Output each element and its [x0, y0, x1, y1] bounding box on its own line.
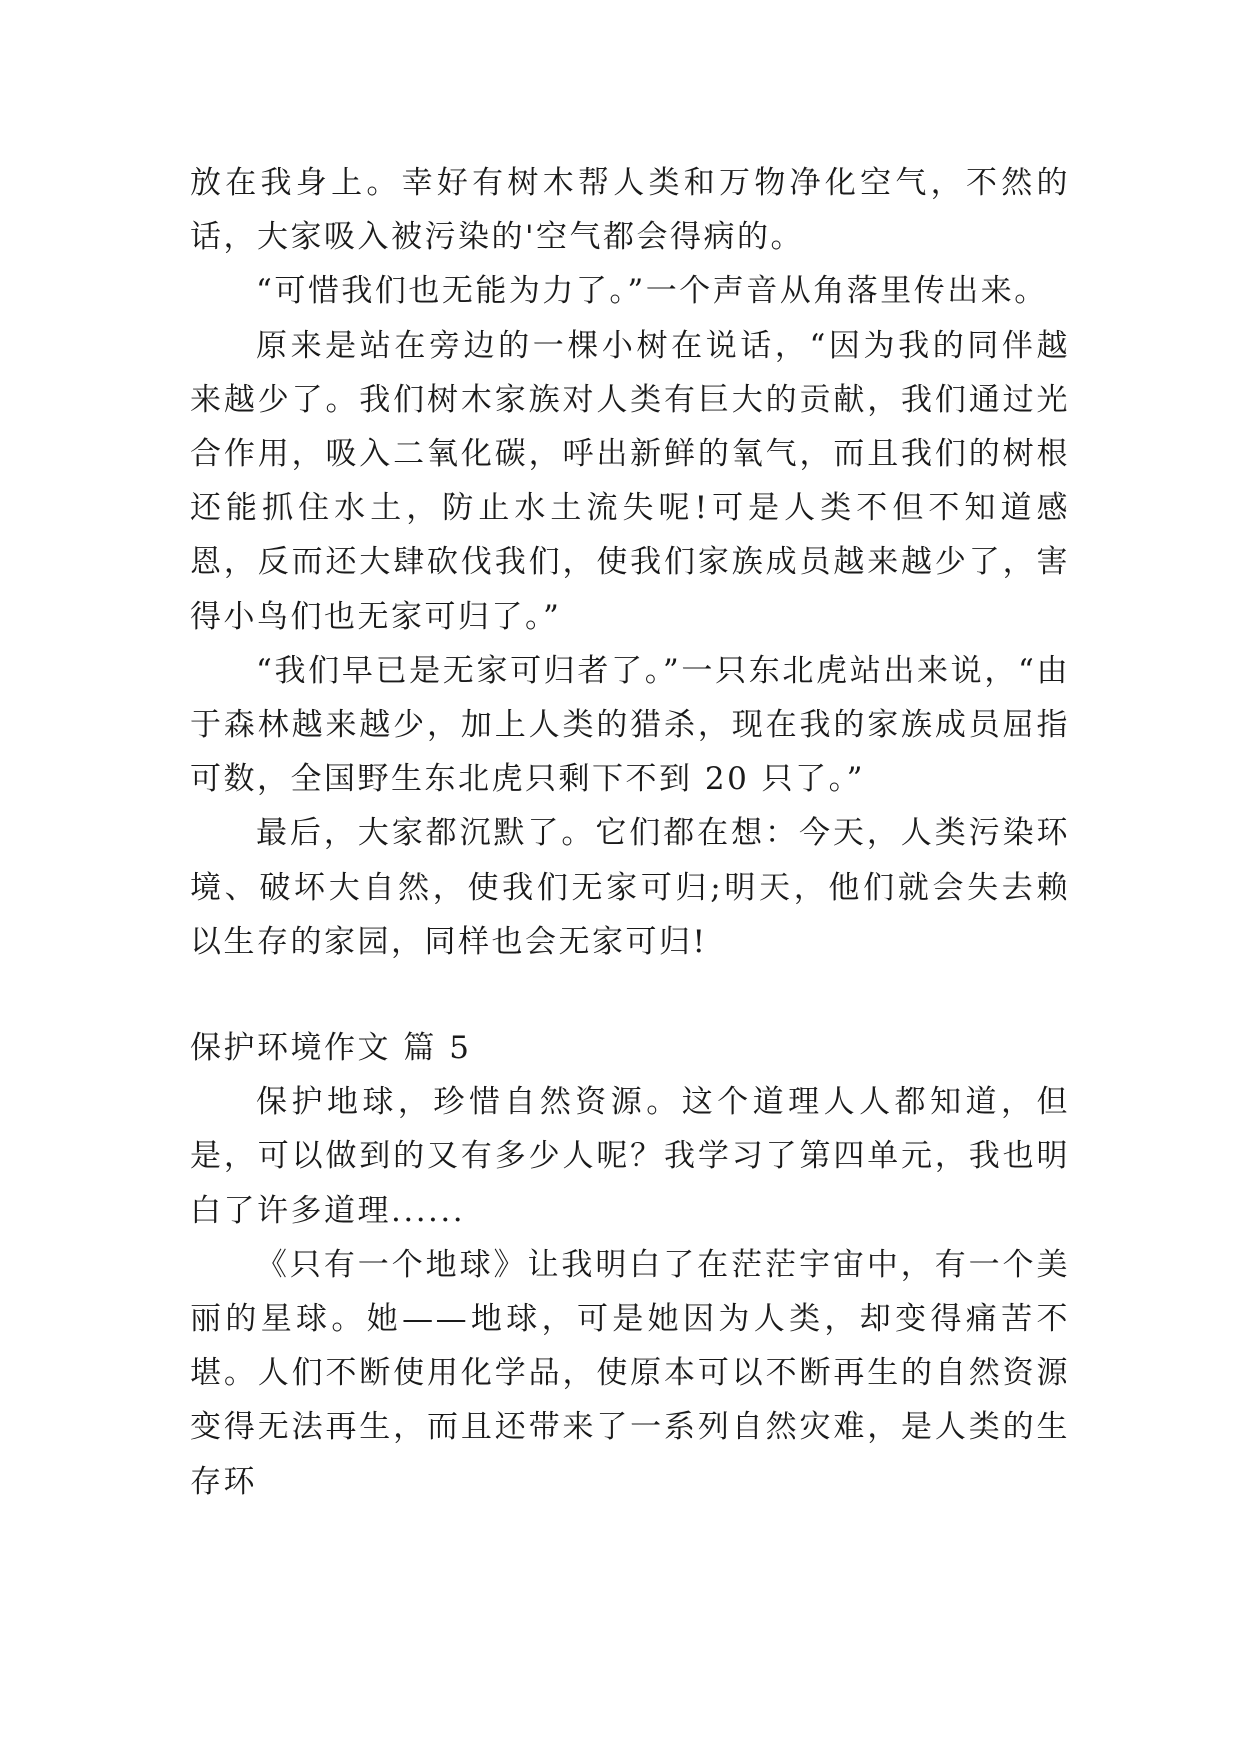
paragraph: 《只有一个地球》让我明白了在茫茫宇宙中，有一个美丽的星球。她——地球，可是她因为人类，却变得痛苦不堪。人们不断使用化学品，使原本可以不断再生的自然资源变得无法再生，而且还带来了一系列自然灾难，是人类的生存环: [190, 1246, 1070, 1500]
paragraph: 原来是站在旁边的一棵小树在说话，“因为我的同伴越来越少了。我们树木家族对人类有巨大的贡献，我们通过光合作用，吸入二氧化碳，呼出新鲜的氧气，而且我们的树根还能抓住水土，防止水土流失呢!可是人类不但不知道感恩，反而还大肆砍伐我们，使我们家族成员越来越少了，害得小鸟们也无家可归了。”: [190, 327, 1070, 635]
document-body: [190, 156, 1070, 1509]
paragraph: 保护地球，珍惜自然资源。这个道理人人都知道，但是，可以做到的又有多少人呢？我学习了第四单元，我也明白了许多道理......: [190, 1084, 1070, 1229]
paragraph: “我们早已是无家可归者了。”一只东北虎站出来说，“由于森林越来越少，加上人类的猎杀，现在我的家族成员屈指可数，全国野生东北虎只剩下不到 20 只了。”: [190, 652, 1070, 798]
section-heading: 保护环境作文 篇 5: [190, 1030, 472, 1067]
paragraph: “可惜我们也无能为力了。”一个声音从角落里传出来。: [256, 273, 1048, 310]
paragraph-continued: 放在我身上。幸好有树木帮人类和万物净化空气，不然的话，大家吸入被污染的'空气都会得病的。: [190, 165, 1070, 256]
paragraph: 最后，大家都沉默了。它们都在想：今天，人类污染环境、破坏大自然，使我们无家可归;明天，他们就会失去赖以生存的家园，同样也会无家可归!: [190, 815, 1070, 960]
